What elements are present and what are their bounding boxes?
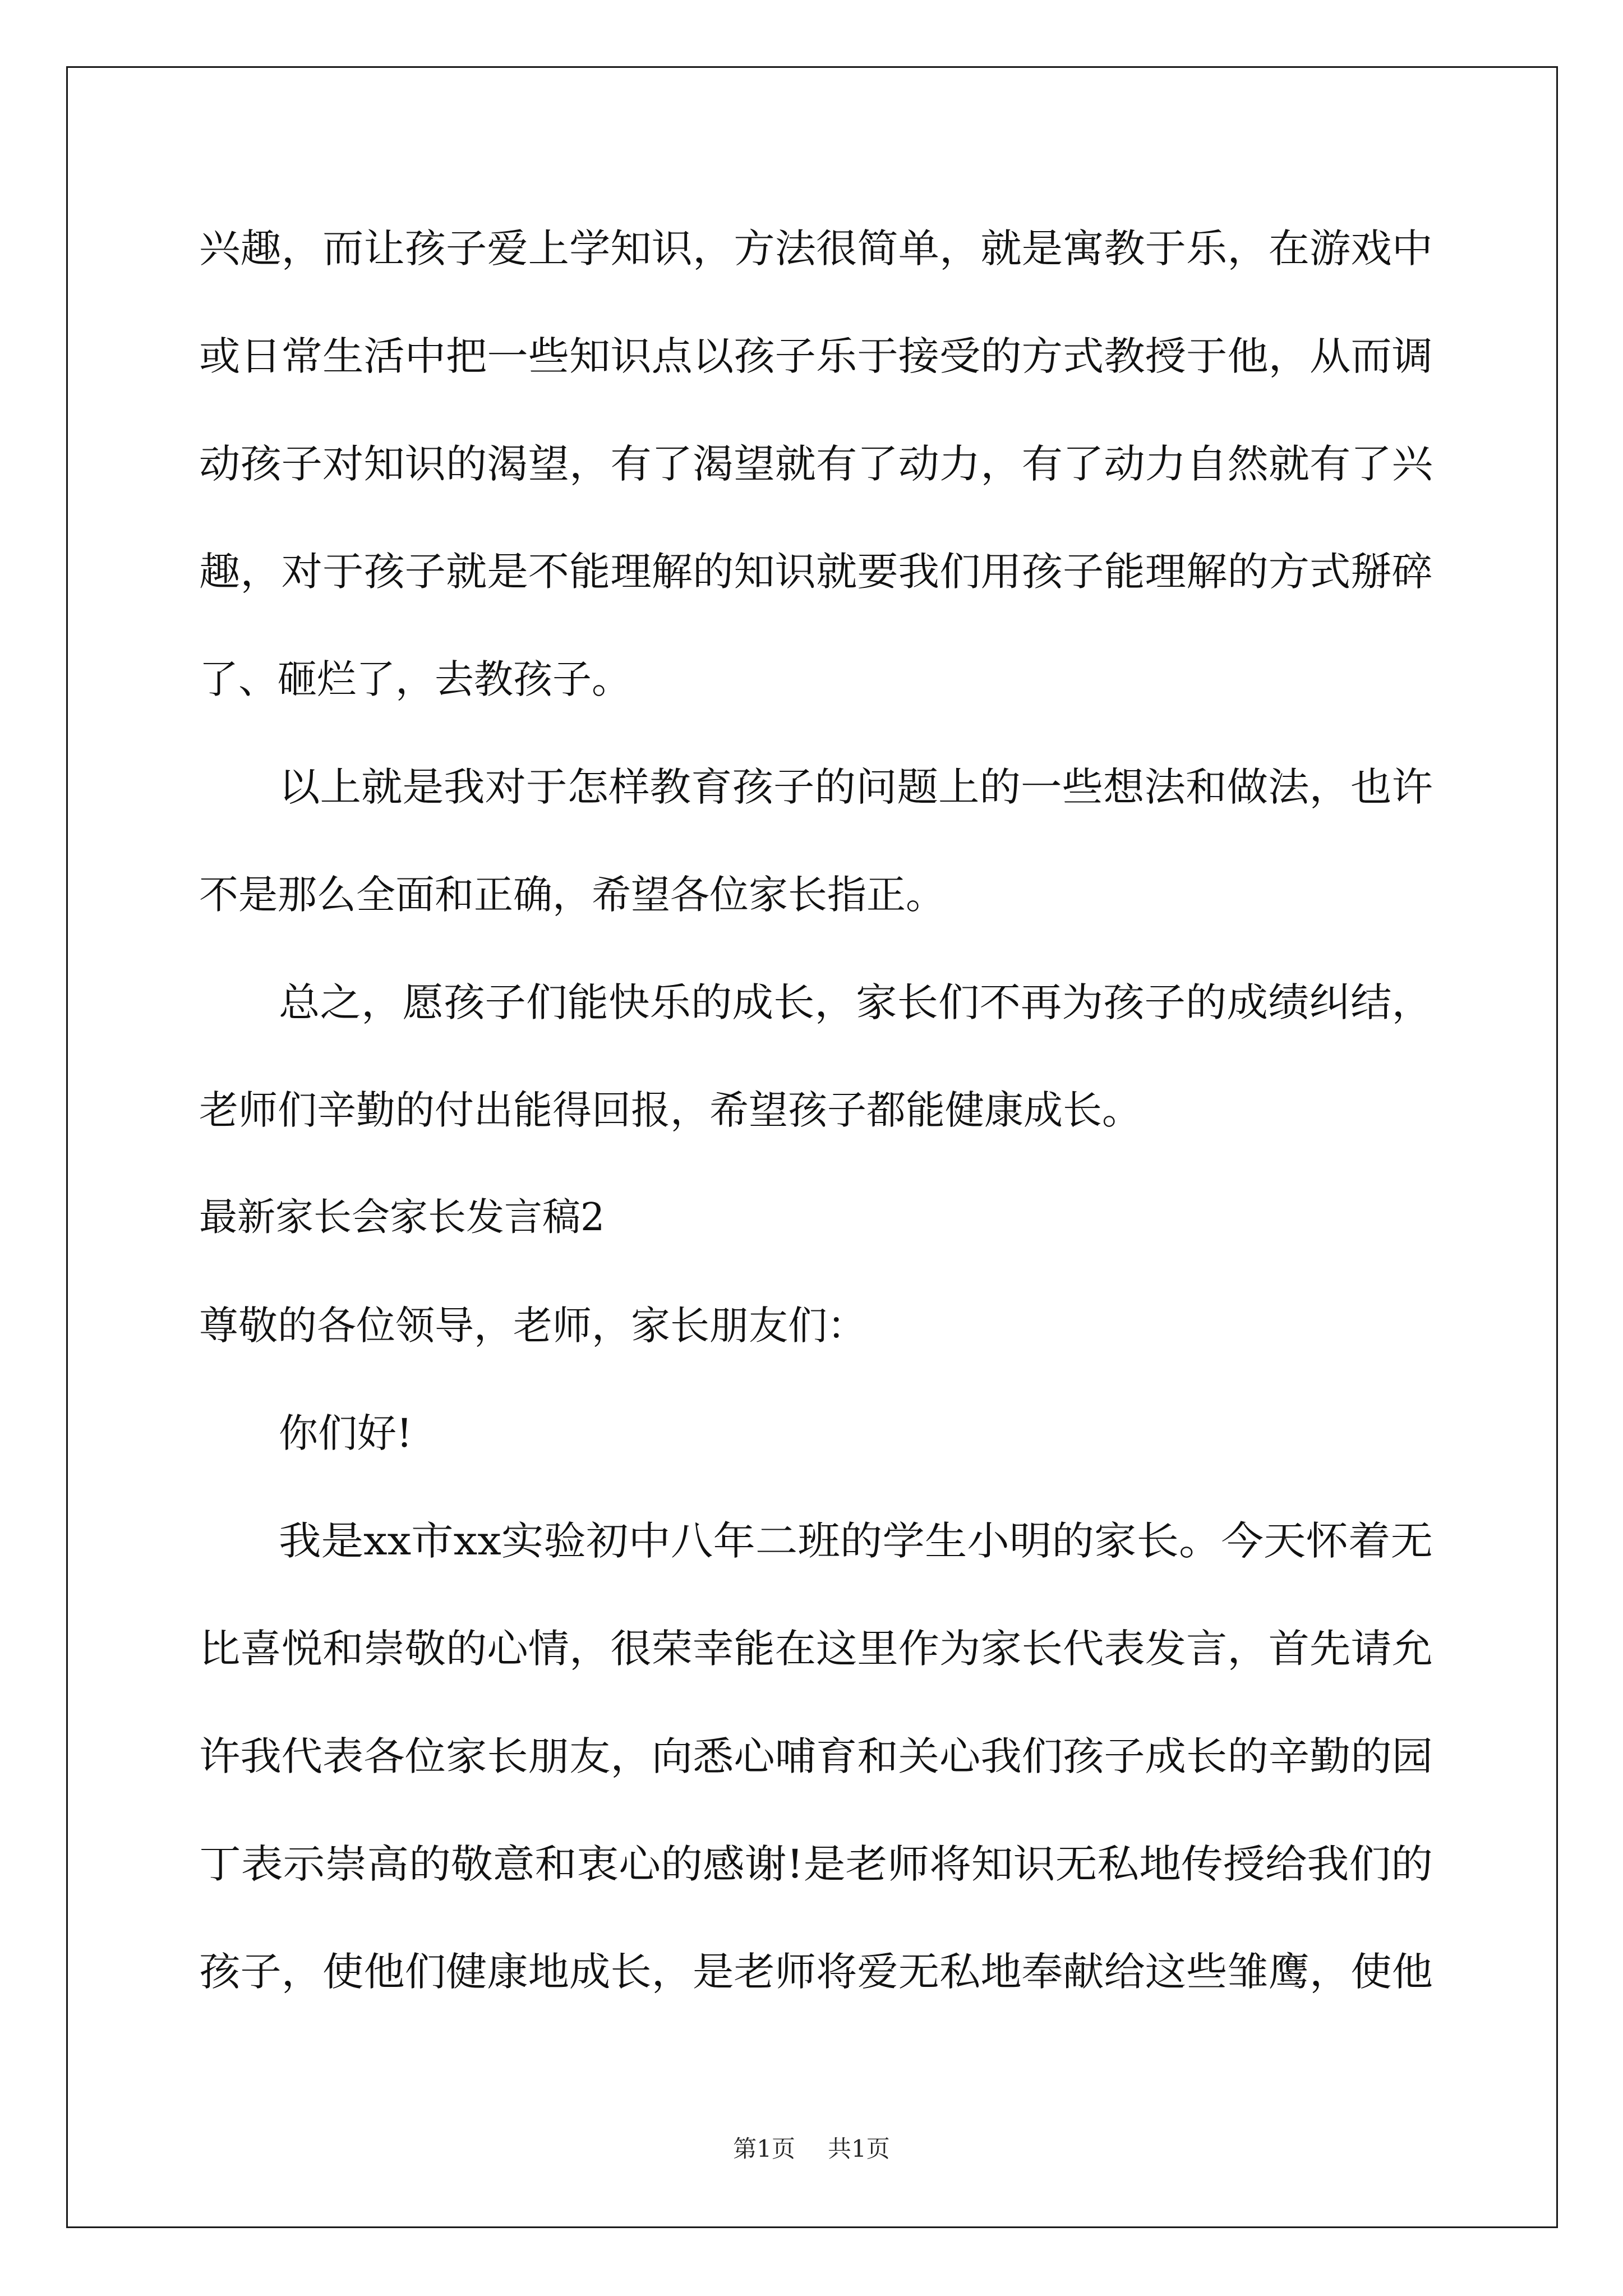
line-text: 孩子，使他们健康地成长，是老师将爱无私地奉献给这些雏鹰，使他: [199, 1949, 1433, 1995]
line-text: 你们好!: [279, 1410, 413, 1456]
text-line: [199, 1514, 1433, 1622]
line-text: 比喜悦和崇敬的心情，很荣幸能在这里作为家长代表发言，首先请允: [199, 1626, 1433, 1672]
text-line: [199, 1083, 1433, 1191]
line-text: 以上就是我对于怎样教育孩子的问题上的一些想法和做法，也许: [279, 764, 1433, 810]
text-line: [199, 652, 1433, 760]
text-line: [199, 545, 1433, 652]
text-line: [199, 437, 1433, 545]
text-line: [199, 976, 1433, 1083]
text-line: [199, 1945, 1433, 2053]
page-total: 共1页: [828, 2135, 890, 2162]
line-text: 我是xx市xx实验初中八年二班的学生小明的家长。今天怀着无: [279, 1518, 1433, 1564]
line-text: 老师们辛勤的付出能得回报，希望孩子都能健康成长。: [199, 1087, 1141, 1133]
line-text: 尊敬的各位领导，老师，家长朋友们：: [199, 1303, 866, 1349]
text-line: [199, 868, 1433, 976]
line-text: 总之，愿孩子们能快乐的成长，家长们不再为孩子的成绩纠结，: [279, 979, 1433, 1025]
text-line: [199, 329, 1433, 437]
line-text: 了、砸烂了，去教孩子。: [199, 656, 631, 702]
text-line: [199, 1406, 1433, 1514]
text-line: [199, 222, 1433, 329]
line-text: 兴趣，而让孩子爱上学知识，方法很简单，就是寓教于乐，在游戏中: [199, 226, 1433, 272]
text-line: [199, 1622, 1433, 1729]
line-text: 许我代表各位家长朋友，向悉心哺育和关心我们孩子成长的辛勤的园: [199, 1733, 1433, 1779]
text-line: [199, 760, 1433, 868]
text-line: [199, 1729, 1433, 1837]
line-text: 丁表示崇高的敬意和衷心的感谢!是老师将知识无私地传授给我们的: [199, 1841, 1433, 1887]
line-text: 或日常生活中把一些知识点以孩子乐于接受的方式教授于他，从而调: [199, 333, 1433, 379]
line-text: 不是那么全面和正确，希望各位家长指正。: [199, 872, 945, 918]
section-heading: [199, 1191, 1433, 1299]
text-line: [199, 1837, 1433, 1945]
page-number: 第1页: [733, 2135, 795, 2162]
page-footer: [0, 2135, 1623, 2163]
document-body: [199, 222, 1433, 2053]
line-text: 趣，对于孩子就是不能理解的知识就要我们用孩子能理解的方式掰碎: [199, 549, 1433, 595]
text-line: [199, 1299, 1433, 1406]
line-text: 最新家长会家长发言稿2: [199, 1195, 605, 1240]
line-text: 动孩子对知识的渴望，有了渴望就有了动力，有了动力自然就有了兴: [199, 441, 1433, 487]
